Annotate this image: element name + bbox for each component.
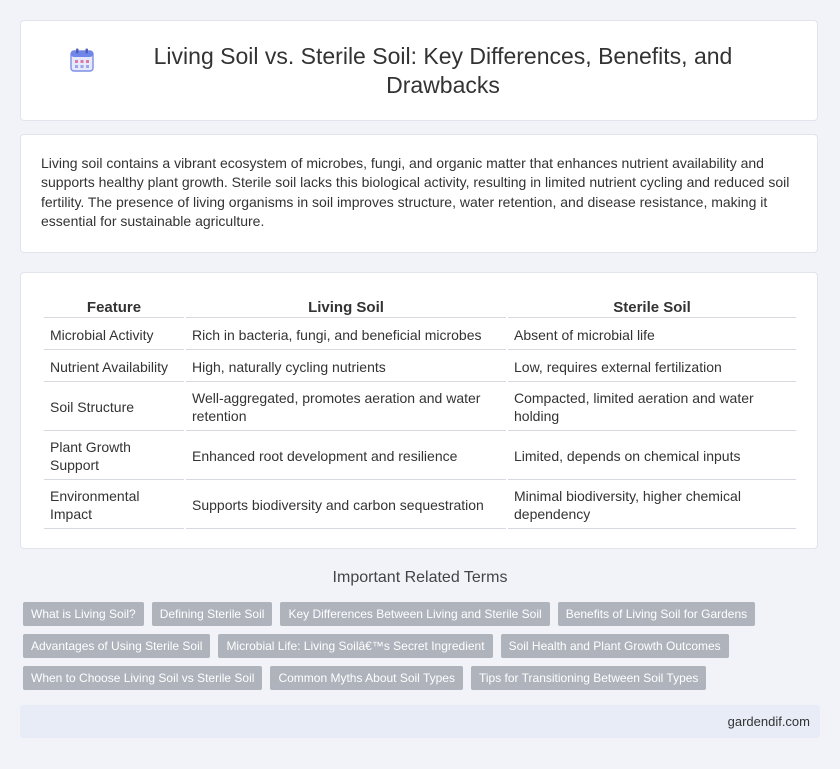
related-term-link[interactable]: Key Differences Between Living and Sterile Soil: [280, 602, 549, 626]
table-cell: Supports biodiversity and carbon sequestration: [186, 482, 506, 529]
table-cell: Absent of microbial life: [508, 320, 796, 350]
related-term-link[interactable]: Microbial Life: Living Soilâ€™s Secret Ingredient: [218, 634, 492, 658]
intro-paragraph: Living soil contains a vibrant ecosystem of microbes, fungi, and organic matter that enhances nutrient availability and supports healthy plant growth. Sterile soil lacks this biological activity, resulting in limited nutrient cycling and reduced soil fertility. The presence of living organisms in soil improves structure, water retention, and disease resistance, making it essential for sustainable agriculture.: [41, 155, 790, 230]
table-cell: Plant Growth Support: [44, 433, 184, 480]
table-cell: Limited, depends on chemical inputs: [508, 433, 796, 480]
footer: [20, 705, 820, 738]
header-card: [20, 20, 818, 121]
site-link[interactable]: gardendif.com: [727, 714, 810, 729]
table-cell: Compacted, limited aeration and water holding: [508, 384, 796, 431]
comparison-table: [42, 294, 798, 531]
table-cell: Soil Structure: [44, 384, 184, 431]
table-header-sterile-soil: Sterile Soil: [508, 296, 796, 318]
table-cell: Minimal biodiversity, higher chemical dependency: [508, 482, 796, 529]
table-header-living-soil: Living Soil: [186, 296, 506, 318]
related-term-link[interactable]: Tips for Transitioning Between Soil Types: [471, 666, 706, 690]
table-header-feature: Feature: [44, 296, 184, 318]
related-term-link[interactable]: When to Choose Living Soil vs Sterile Soil: [23, 666, 262, 690]
related-terms-title: Important Related Terms: [332, 569, 508, 586]
title-wrap: [69, 42, 769, 100]
table-cell: Microbial Activity: [44, 320, 184, 350]
table-row: [44, 320, 796, 350]
related-term-link[interactable]: Common Myths About Soil Types: [270, 666, 463, 690]
related-term-link[interactable]: Defining Sterile Soil: [152, 602, 273, 626]
table-row: [44, 352, 796, 382]
related-term-link[interactable]: Soil Health and Plant Growth Outcomes: [501, 634, 729, 658]
related-terms-list: [23, 602, 813, 698]
table-cell: Low, requires external fertilization: [508, 352, 796, 382]
page-title: Living Soil vs. Sterile Soil: Key Differences, Benefits, and Drawbacks: [153, 42, 733, 98]
table-row: [44, 384, 796, 431]
table-cell: Rich in bacteria, fungi, and beneficial microbes: [186, 320, 506, 350]
table-cell: Environmental Impact: [44, 482, 184, 529]
table-cell: High, naturally cycling nutrients: [186, 352, 506, 382]
table-cell: Nutrient Availability: [44, 352, 184, 382]
table-cell: Well-aggregated, promotes aeration and water retention: [186, 384, 506, 431]
calendar-icon: [69, 47, 95, 73]
table-cell: Enhanced root development and resilience: [186, 433, 506, 480]
table-header-row: [44, 296, 796, 318]
comparison-card: [20, 272, 818, 549]
intro-card: [20, 134, 818, 253]
related-term-link[interactable]: Benefits of Living Soil for Gardens: [558, 602, 755, 626]
table-row: [44, 433, 796, 480]
related-term-link[interactable]: Advantages of Using Sterile Soil: [23, 634, 210, 658]
related-term-link[interactable]: What is Living Soil?: [23, 602, 144, 626]
table-row: [44, 482, 796, 529]
